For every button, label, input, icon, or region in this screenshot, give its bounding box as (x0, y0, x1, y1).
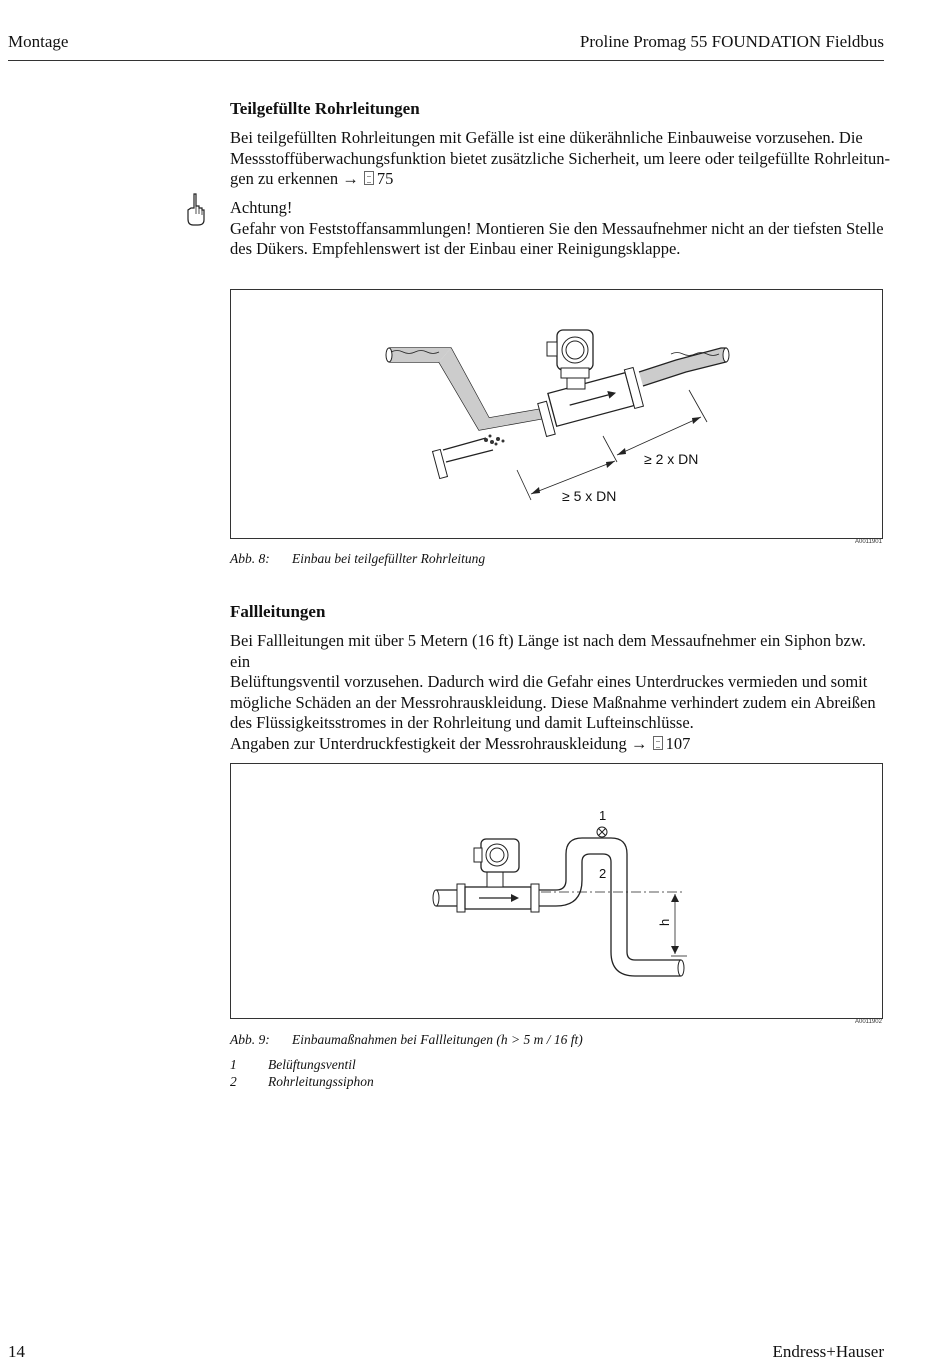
label-2: 2 (599, 866, 607, 881)
header-product: Proline Promag 55 FOUNDATION Fieldbus (579, 32, 884, 51)
warning-line: des Dükers. Empfehlenswert ist der Einbau einer Reinigungsklappe. (230, 239, 681, 258)
para-line: mögliche Schäden an der Messrohrauskleidung. Diese Maßnahme verhindert zudem ein Abreißen (230, 692, 876, 712)
section-title-partially-filled: Teilgefüllte Rohrleitungen (230, 99, 420, 118)
section1-paragraph (230, 128, 890, 190)
para-line: Bei teilgefüllten Rohrleitungen mit Gefälle ist eine dükerähnliche Einbauweise vorzusehen. Die (230, 128, 863, 147)
header-rule (8, 60, 884, 61)
warning-line: Gefahr von Feststoffansammlungen! Montieren Sie den Messaufnehmer nicht an der tiefsten Stelle (230, 218, 884, 238)
figure-9-caption: Abb. 9: Einbaumaßnahmen bei Fallleitungen (h > 5 m / 16 ft) (230, 1032, 583, 1047)
figure-8-frame (230, 289, 883, 539)
para-line: Messstoffüberwachungsfunktion bietet zusätzliche Sicherheit, um leere oder teilgefüllte Rohrleitun- (230, 148, 890, 168)
section2-paragraph (230, 631, 890, 754)
figure-8-caption: Abb. 8: Einbau bei teilgefüllter Rohrleitung (230, 551, 486, 566)
sediment-deposit (484, 435, 505, 446)
transmitter-housing (474, 839, 519, 887)
header-section: Montage (8, 32, 69, 51)
figure-9-diagram (231, 764, 882, 1018)
label-5dn: ≥ 5 x DN (562, 488, 617, 504)
page-reference: 75 (376, 169, 394, 188)
figure-9-frame (230, 763, 883, 1019)
pointing-hand-icon (185, 192, 207, 233)
figure-8-diagram (231, 290, 882, 538)
warning-title: Achtung! (230, 198, 293, 217)
para-line: Angaben zur Unterdruckfestigkeit der Messrohrauskleidung → 107 (230, 733, 691, 753)
para-line: Bei Fallleitungen mit über 5 Metern (16 ft) Länge ist nach dem Messaufnehmer ein Siphon bzw. ein (230, 631, 866, 671)
transmitter-housing (547, 330, 593, 389)
label-2dn: ≥ 2 x DN (644, 451, 699, 467)
dimension-h (671, 894, 687, 956)
page-reference: 107 (665, 733, 691, 753)
figure-8-code: A0011901 (855, 539, 882, 545)
valve-symbol-icon (597, 827, 607, 837)
para-line: gen zu erkennen → 75 (230, 169, 394, 188)
legend-item: 1 Belüftungsventil (230, 1057, 356, 1072)
figure-9-code: A0011902 (855, 1019, 882, 1025)
para-line: Belüftungsventil vorzusehen. Dadurch wird die Gefahr eines Unterdruckes vermieden und somit (230, 672, 868, 691)
document-icon (364, 171, 374, 185)
company-name: Endress+Hauser (772, 1342, 884, 1361)
section-title-falling-pipes: Fallleitungen (230, 602, 326, 621)
legend-item: 2 Rohrleitungssiphon (230, 1074, 374, 1089)
label-1: 1 (599, 808, 607, 823)
para-line: des Flüssigkeitsstromes in der Rohrleitung und damit Lufteinschlüsse. (230, 713, 694, 732)
document-icon (653, 736, 663, 750)
warning-block (230, 198, 890, 260)
page-number: 14 (8, 1342, 25, 1361)
label-h: h (657, 918, 672, 926)
